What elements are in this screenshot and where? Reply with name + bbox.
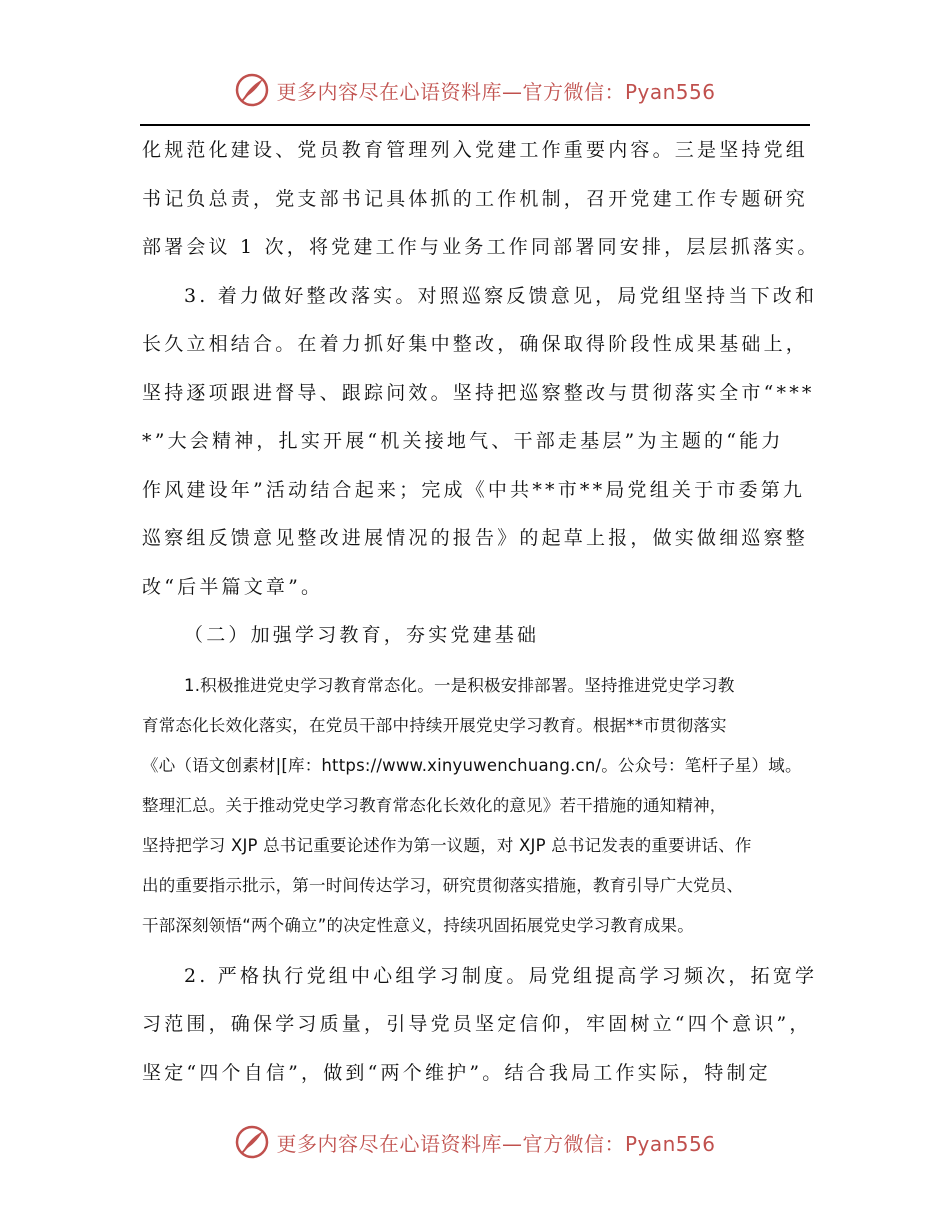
text-line: 坚持把学习 XJP 总书记重要论述作为第一议题，对 XJP 总书记发表的重要讲话、作: [142, 835, 752, 855]
text-line: 1.积极推进党史学习教育常态化。一是积极安排部署。坚持推进党史学习教: [184, 675, 735, 695]
text-line: 部署会议 1 次，将党建工作与业务工作同部署同安排，层层抓落实。: [142, 236, 820, 258]
header-banner: [0, 70, 950, 110]
text-line: 3. 着力做好整改落实。对照巡察反馈意见，局党组坚持当下改和: [184, 284, 818, 307]
text-line: 作风建设年”活动结合起来；完成《中共**市**局党组关于市委第九: [142, 478, 806, 501]
feather-logo-icon: [234, 72, 270, 108]
text-line: 坚定“四个自信”，做到“两个维护”。结合我局工作实际，特制定: [142, 1061, 771, 1084]
text-line: 坚持逐项跟进督导、跟踪问效。坚持把巡察整改与贯彻落实全市“***: [142, 381, 815, 404]
text-line: 书记负总责，党支部书记具体抓的工作机制，召开党建工作专题研究: [142, 187, 809, 210]
footer-banner: [0, 1122, 950, 1162]
text-line: *”大会精神，扎实开展“机关接地气、干部走基层”为主题的“能力: [142, 430, 784, 452]
text-line: 《心（语文创素材|[库：https://www.xinyuwenchuang.cn/。公众号：笔杆子星）域。: [142, 755, 802, 775]
text-line: 巡察组反馈意见整改进展情况的报告》的起草上报，做实做细巡察整: [142, 527, 809, 549]
text-line: 2. 严格执行党组中心组学习制度。局党组提高学习频次，拓宽学: [184, 964, 818, 987]
text-line: 干部深刻领悟“两个确立”的决定性意义，持续巩固拓展党史学习教育成果。: [142, 915, 694, 935]
text-line: 整理汇总。关于推动党史学习教育常态化长效化的意见》若干措施的通知精神，: [142, 795, 727, 815]
text-line: 习范围，确保学习质量，引导党员坚定信仰，牢固树立“四个意识”，: [142, 1013, 812, 1035]
banner-text: 更多内容尽在心语资料库—官方微信：Pyan556: [276, 1131, 716, 1156]
text-line: 育常态化长效化落实，在党员干部中持续开展党史学习教育。根据**市贯彻落实: [142, 715, 727, 735]
text-line: 化规范化建设、党员教育管理列入党建工作重要内容。三是坚持党组: [142, 139, 809, 161]
text-line: 改“后半篇文章”。: [142, 575, 324, 598]
section-heading: （二）加强学习教育，夯实党建基础: [184, 624, 540, 646]
banner-text: 更多内容尽在心语资料库—官方微信：Pyan556: [276, 79, 716, 104]
text-line: 出的重要指示批示，第一时间传达学习，研究贯彻落实措施，教育引导广大党员、: [142, 875, 744, 895]
text-line: 长久立相结合。在着力抓好集中整改，确保取得阶段性成果基础上，: [142, 333, 809, 355]
document-body: [142, 126, 820, 1097]
feather-logo-icon: [234, 1124, 270, 1160]
